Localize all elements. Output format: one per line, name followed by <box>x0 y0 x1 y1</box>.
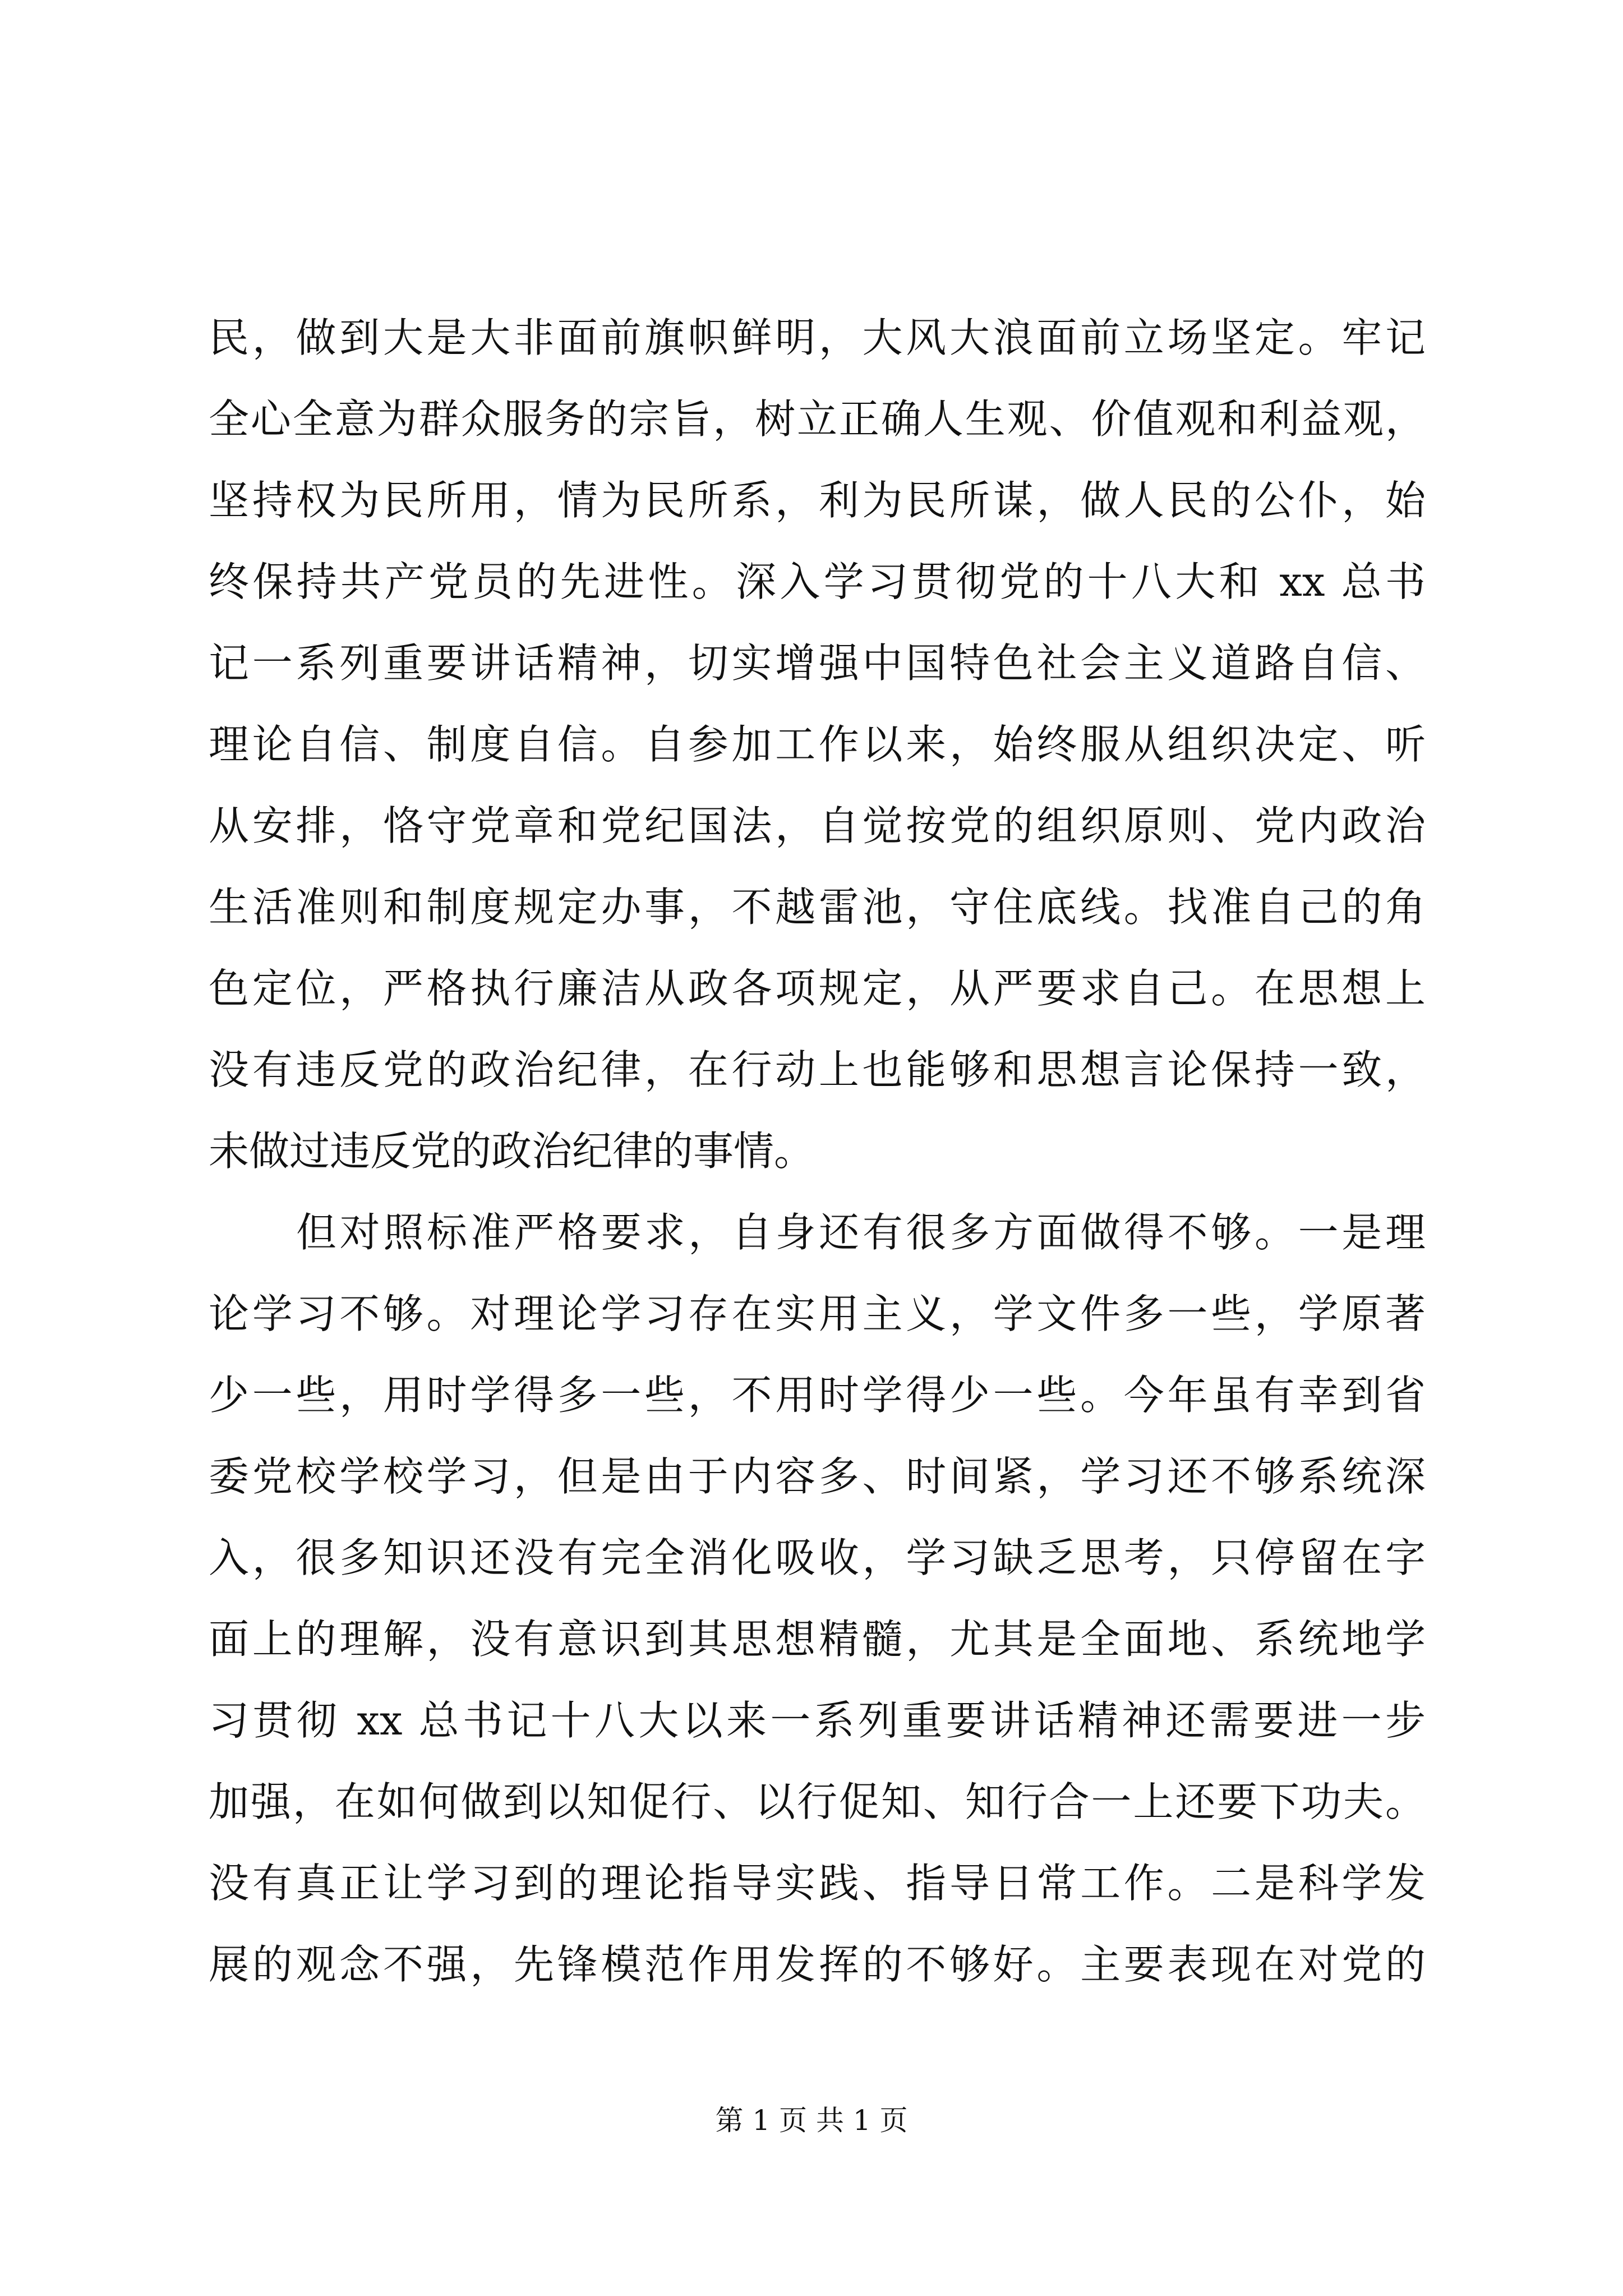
text-line: 记一系列重要讲话精神，切实增强中国特色社会主义道路自信、 <box>209 639 1426 687</box>
text-line: 展的观念不强，先锋模范作用发挥的不够好。主要表现在对党的 <box>209 1941 1426 1988</box>
text-line: 论学习不够。对理论学习存在实用主义，学文件多一些，学原著 <box>209 1290 1426 1337</box>
text-line: 少一些，用时学得多一些，不用时学得少一些。今年虽有幸到省 <box>209 1372 1426 1419</box>
text-line: 面上的理解，没有意识到其思想精髓，尤其是全面地、系统地学 <box>209 1616 1426 1663</box>
page-footer: 第 1 页 共 1 页 <box>715 2104 908 2137</box>
paragraph-2 <box>209 1192 1426 2005</box>
document-body <box>209 297 1426 2005</box>
text-line: 全心全意为群众服务的宗旨，树立正确人生观、价值观和利益观， <box>209 395 1426 443</box>
text-line: 但对照标准严格要求，自身还有很多方面做得不够。一是理 <box>296 1209 1426 1256</box>
text-line: 色定位，严格执行廉洁从政各项规定，从严要求自己。在思想上 <box>209 965 1426 1012</box>
paragraph-1 <box>209 297 1426 1192</box>
text-line: 加强，在如何做到以知促行、以行促知、知行合一上还要下功夫。 <box>209 1778 1426 1825</box>
text-line: 从安排，恪守党章和党纪国法，自觉按党的组织原则、党内政治 <box>209 802 1426 849</box>
text-line: 没有违反党的政治纪律，在行动上也能够和思想言论保持一致， <box>209 1046 1426 1093</box>
text-line: 终保持共产党员的先进性。深入学习贯彻党的十八大和 xx 总书 <box>209 558 1426 605</box>
text-line: 生活准则和制度规定办事，不越雷池，守住底线。找准自己的角 <box>209 884 1426 931</box>
text-line: 未做过违反党的政治纪律的事情。 <box>209 1128 815 1175</box>
text-line: 入，很多知识还没有完全消化吸收，学习缺乏思考，只停留在字 <box>209 1534 1426 1581</box>
text-line: 委党校学校学习，但是由于内容多、时间紧，学习还不够系统深 <box>209 1453 1426 1500</box>
text-line: 民，做到大是大非面前旗帜鲜明，大风大浪面前立场坚定。牢记 <box>209 314 1426 361</box>
text-line: 坚持权为民所用，情为民所系，利为民所谋，做人民的公仆，始 <box>209 477 1426 524</box>
text-line: 习贯彻 xx 总书记十八大以来一系列重要讲话精神还需要进一步 <box>209 1697 1426 1744</box>
text-line: 理论自信、制度自信。自参加工作以来，始终服从组织决定、听 <box>209 721 1426 768</box>
text-line: 没有真正让学习到的理论指导实践、指导日常工作。二是科学发 <box>209 1860 1426 1907</box>
